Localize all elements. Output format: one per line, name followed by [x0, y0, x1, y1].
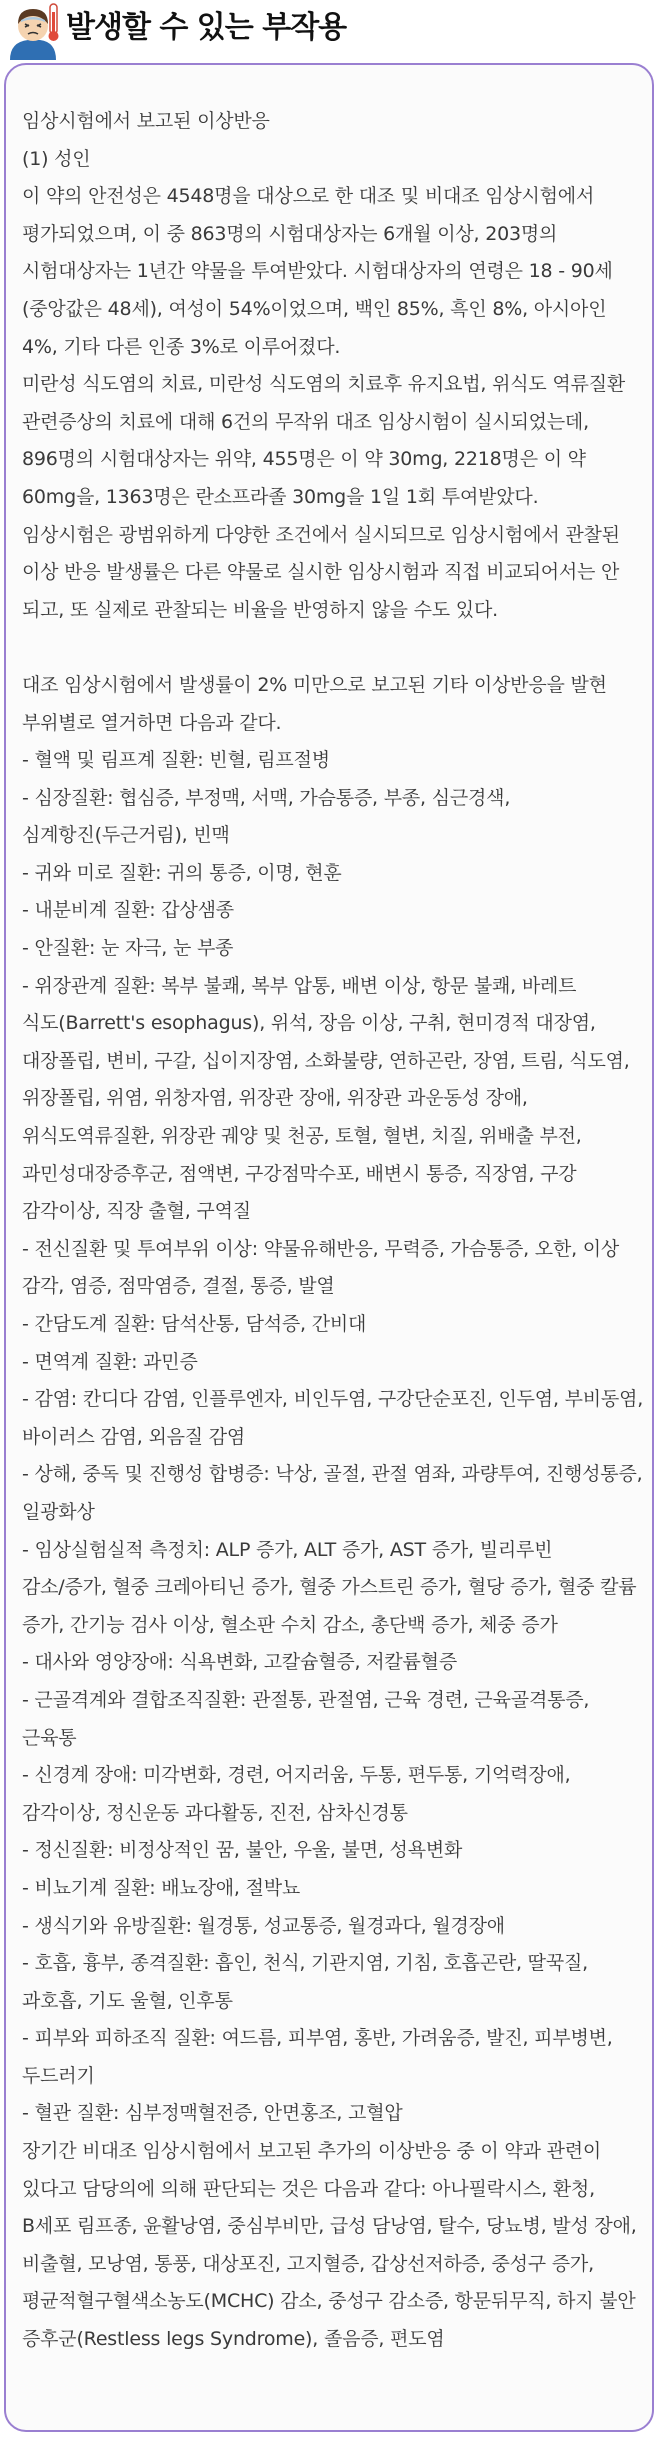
- text-line: - 간담도계 질환: 담석산통, 담석증, 간비대: [22, 1313, 367, 1335]
- section-header: [0, 0, 659, 62]
- text-line: - 임상실험실적 측정치: ALP 증가, ALT 증가, AST 증가, 빌리루빈: [22, 1538, 553, 1561]
- text-line: - 생식기와 유방질환: 월경통, 성교통증, 월경과다, 월경장애: [22, 1914, 505, 1937]
- text-line: 증후군(Restless legs Syndrome), 졸음증, 편도염: [22, 2328, 445, 2351]
- text-line: 일광화상: [22, 1500, 95, 1523]
- text-line: 바이러스 감염, 외음질 감염: [22, 1425, 246, 1448]
- text-line: 미란성 식도염의 치료, 미란성 식도염의 치료후 유지요법, 위식도 역류질환: [22, 373, 626, 396]
- text-line: 두드러기: [22, 2064, 95, 2087]
- text-line: 대조 임상시험에서 발생률이 2% 미만으로 보고된 기타 이상반응을 발현: [22, 673, 607, 696]
- text-line: 임상시험은 광범위하게 다양한 조건에서 실시되므로 임상시험에서 관찰된: [22, 523, 620, 546]
- text-line: (1) 성인: [22, 147, 91, 170]
- text-line: 증가, 간기능 검사 이상, 혈소판 수치 감소, 총단백 증가, 체중 증가: [22, 1613, 558, 1636]
- page-title: 발생할 수 있는 부작용: [66, 10, 347, 45]
- text-line: 이 약의 안전성은 4548명을 대상으로 한 대조 및 비대조 임상시험에서: [22, 185, 595, 208]
- text-line: - 신경계 장애: 미각변화, 경련, 어지러움, 두통, 편두통, 기억력장애,: [22, 1764, 571, 1787]
- text-line: 있다고 담당의에 의해 판단되는 것은 다음과 같다: 아나필락시스, 환청,: [22, 2177, 595, 2200]
- text-line: - 피부와 피하조직 질환: 여드름, 피부염, 홍반, 가려움증, 발진, 피부병변,: [22, 2027, 613, 2050]
- text-line: 장기간 비대조 임상시험에서 보고된 추가의 이상반응 중 이 약과 관련이: [22, 2140, 602, 2163]
- text-line: - 혈관 질환: 심부정맥혈전증, 안면홍조, 고혈압: [22, 2102, 403, 2125]
- text-line: 비출혈, 모낭염, 통풍, 대상포진, 고지혈증, 갑상선저하증, 중성구 증가,: [22, 2252, 594, 2275]
- text-line: 관련증상의 치료에 대해 6건의 무작위 대조 임상시험이 실시되었는데,: [22, 410, 589, 433]
- text-line: 감각이상, 직장 출혈, 구역질: [22, 1200, 251, 1223]
- text-line: 896명의 시험대상자는 위약, 455명은 이 약 30mg, 2218명은 이 약: [22, 448, 586, 471]
- text-line: 근육통: [22, 1726, 77, 1749]
- text-line: 60mg을, 1363명은 란소프라졸 30mg을 1일 1회 투여받았다.: [22, 485, 539, 508]
- side-effects-text: [22, 103, 650, 2359]
- text-line: - 호흡, 흉부, 종격질환: 흡인, 천식, 기관지염, 기침, 호흡곤란, 딸꾹질,: [22, 1952, 588, 1975]
- text-line: 식도(Barrett's esophagus), 위석, 장음 이상, 구취, 현미경적 대장염,: [22, 1012, 596, 1035]
- text-line: 대장폴립, 변비, 구갈, 십이지장염, 소화불량, 연하곤란, 장염, 트림, 식도염,: [22, 1049, 630, 1072]
- text-line: 감각이상, 정신운동 과다활동, 진전, 삼차신경통: [22, 1801, 408, 1824]
- text-line: - 위장관계 질환: 복부 불쾌, 복부 압통, 배변 이상, 항문 불쾌, 바레트: [22, 974, 577, 997]
- text-line: - 감염: 칸디다 감염, 인플루엔자, 비인두염, 구강단순포진, 인두염, 부비동염,: [22, 1388, 644, 1411]
- text-line: 4%, 기타 다른 인종 3%로 이루어졌다.: [22, 335, 341, 358]
- text-line: 임상시험에서 보고된 이상반응: [22, 110, 270, 132]
- text-line: 이상 반응 발생률은 다른 약물로 실시한 임상시험과 직접 비교되어서는 안: [22, 561, 620, 584]
- text-line: - 정신질환: 비정상적인 꿈, 불안, 우울, 불면, 성욕변화: [22, 1839, 463, 1862]
- text-line: B세포 림프종, 윤활낭염, 중심부비만, 급성 담낭염, 탈수, 당뇨병, 발성 장애,: [22, 2215, 637, 2238]
- text-line: 위식도역류질환, 위장관 궤양 및 천공, 토혈, 혈변, 치질, 위배출 부전,: [22, 1125, 582, 1148]
- text-line: (중앙값은 48세), 여성이 54%이었으며, 백인 85%, 흑인 8%, 아시아인: [22, 297, 607, 320]
- text-line: 감각, 염증, 점막염증, 결절, 통증, 발열: [22, 1275, 335, 1298]
- content-card: [4, 63, 654, 2432]
- text-line: 부위별로 열거하면 다음과 같다.: [22, 711, 282, 734]
- text-line: - 전신질환 및 투여부위 이상: 약물유해반응, 무력증, 가슴통증, 오한, 이상: [22, 1237, 620, 1260]
- sick-person-thermometer-icon: [6, 2, 62, 60]
- text-line: - 근골격계와 결합조직질환: 관절통, 관절염, 근육 경련, 근육골격통증,: [22, 1688, 590, 1711]
- text-line: - 비뇨기계 질환: 배뇨장애, 절박뇨: [22, 1876, 301, 1899]
- text-line: 심계항진(두근거림), 빈맥: [22, 824, 230, 847]
- blank-line: [22, 629, 650, 667]
- text-line: - 안질환: 눈 자극, 눈 부종: [22, 937, 234, 960]
- text-line: 평가되었으며, 이 중 863명의 시험대상자는 6개월 이상, 203명의: [22, 222, 558, 245]
- text-line: - 귀와 미로 질환: 귀의 통증, 이명, 현훈: [22, 861, 342, 884]
- text-line: 과민성대장증후군, 점액변, 구강점막수포, 배변시 통증, 직장염, 구강: [22, 1162, 577, 1185]
- text-line: - 상해, 중독 및 진행성 합병증: 낙상, 골절, 관절 염좌, 과량투여, 진행성통증,: [22, 1463, 643, 1486]
- text-line: 과호흡, 기도 울혈, 인후통: [22, 1989, 233, 2012]
- text-line: - 혈액 및 림프계 질환: 빈혈, 림프절병: [22, 749, 330, 772]
- text-line: - 대사와 영양장애: 식욕변화, 고칼슘혈증, 저칼륨혈증: [22, 1651, 457, 1674]
- text-line: 감소/증가, 혈중 크레아티닌 증가, 혈중 가스트린 증가, 혈당 증가, 혈중 칼륨: [22, 1576, 637, 1599]
- text-line: 위장폴립, 위염, 위창자염, 위장관 장애, 위장관 과운동성 장애,: [22, 1087, 528, 1110]
- text-line: - 심장질환: 협심증, 부정맥, 서맥, 가슴통증, 부종, 심근경색,: [22, 786, 511, 809]
- text-line: - 면역계 질환: 과민증: [22, 1350, 198, 1373]
- text-line: 되고, 또 실제로 관찰되는 비율을 반영하지 않을 수도 있다.: [22, 598, 498, 621]
- text-line: 시험대상자는 1년간 약물을 투여받았다. 시험대상자의 연령은 18 - 90세: [22, 260, 613, 283]
- text-line: - 내분비계 질환: 갑상샘종: [22, 899, 234, 922]
- text-line: 평균적혈구혈색소농도(MCHC) 감소, 중성구 감소증, 항문뒤무직, 하지 불안: [22, 2290, 636, 2313]
